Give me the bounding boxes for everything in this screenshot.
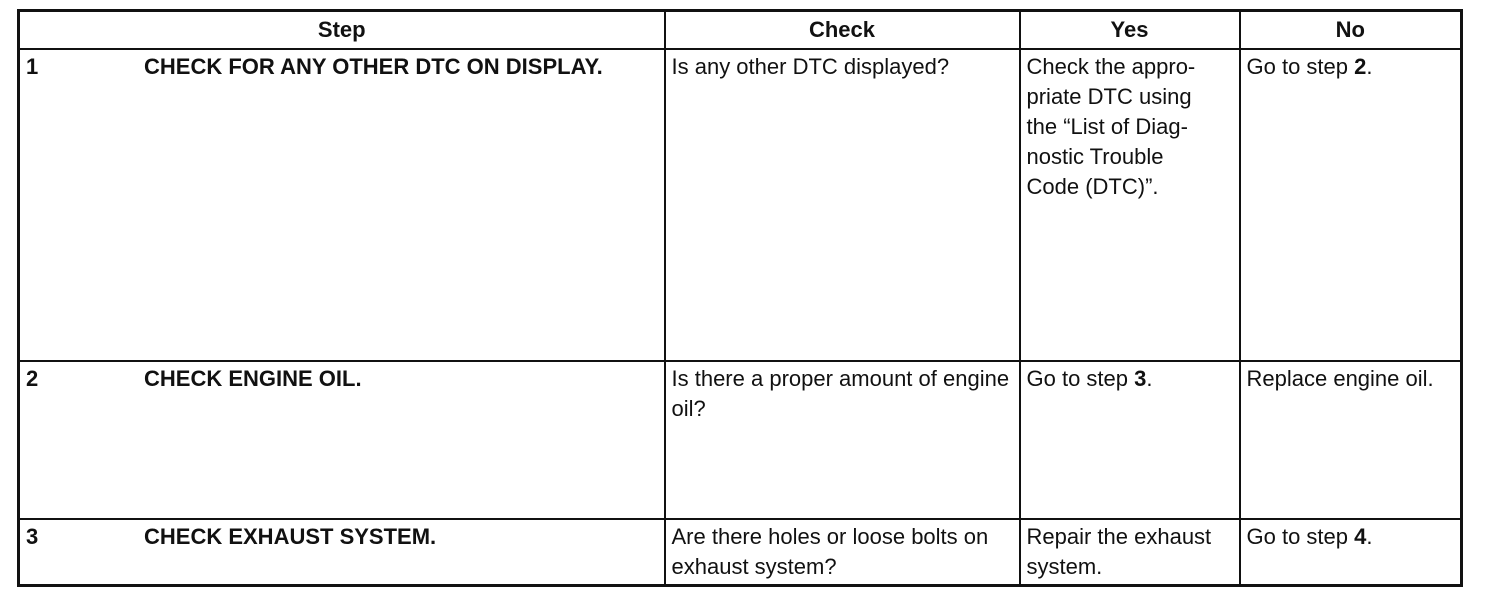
yes-text: Go to step [1026,366,1135,391]
yes-line: Check the appro- [1026,54,1196,79]
step-number: 1 [26,54,39,79]
no-text: Go to step [1246,54,1355,79]
step-cell [19,49,665,361]
yes-cell [1020,361,1240,519]
no-suffix: . [1366,524,1373,549]
no-cell [1240,519,1462,586]
check-cell [665,49,1020,361]
table-row [19,49,1462,361]
header-yes: Yes [1020,11,1240,50]
table-row [19,519,1462,586]
header-check: Check [665,11,1020,50]
step-cell [19,361,665,519]
check-cell [665,519,1020,586]
header-no: No [1240,11,1462,50]
yes-line: priate DTC using [1026,84,1192,109]
header-row [19,11,1462,50]
step-number: 3 [26,524,39,549]
check-cell [665,361,1020,519]
no-step-ref: 4 [1354,524,1367,549]
check-text: Is there a proper amount of engine oil? [671,366,1010,421]
no-suffix: . [1366,54,1373,79]
check-text: Are there holes or loose bolts on exhaust system? [671,524,989,579]
step-cell [19,519,665,586]
header-step: Step [19,11,665,50]
yes-cell [1020,519,1240,586]
yes-line: the “List of Diag- [1026,114,1188,139]
yes-suffix: . [1146,366,1153,391]
no-cell [1240,361,1462,519]
check-text: Is any other DTC displayed? [671,54,950,79]
step-number: 2 [26,366,39,391]
no-text: Replace engine oil. [1246,366,1434,391]
yes-text: Repair the exhaust system. [1026,524,1212,579]
no-cell [1240,49,1462,361]
step-title: CHECK FOR ANY OTHER DTC ON DISPLAY. [144,54,603,79]
step-title: CHECK ENGINE OIL. [144,366,362,391]
no-step-ref: 2 [1354,54,1367,79]
yes-line: Code (DTC)”. [1026,174,1159,199]
table-row [19,361,1462,519]
yes-cell [1020,49,1240,361]
step-title: CHECK EXHAUST SYSTEM. [144,524,437,549]
yes-step-ref: 3 [1134,366,1147,391]
diagnostic-table [17,9,1463,587]
no-text: Go to step [1246,524,1355,549]
yes-line: nostic Trouble [1026,144,1164,169]
